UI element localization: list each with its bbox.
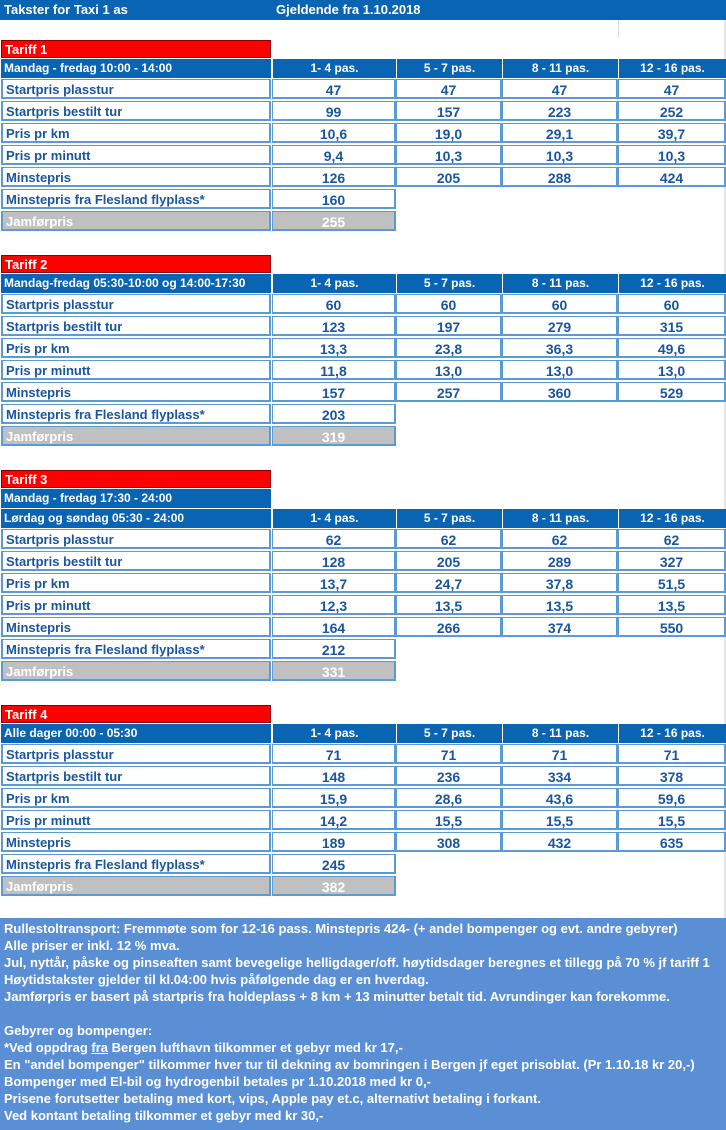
compare-value: 319 (272, 426, 396, 446)
price-cell: 47 (272, 79, 396, 99)
price-cell: 13,5 (396, 595, 502, 615)
price-cell: 13,0 (396, 360, 502, 380)
price-cell: 205 (396, 167, 502, 187)
tariff-label: Tariff 1 (1, 40, 271, 58)
price-cell: 60 (618, 294, 726, 314)
tariff-period: Mandag - fredag 10:00 - 14:00 (1, 59, 271, 78)
column-header: 1- 4 pas. (272, 274, 396, 293)
price-cell: 99 (272, 101, 396, 121)
row-label: Minstepris (1, 617, 271, 637)
page-title: Takster for Taxi 1 as (4, 2, 128, 17)
row-label: Pris pr minutt (1, 595, 271, 615)
row-label: Startpris bestilt tur (1, 766, 271, 786)
note-line: Ved kontant betaling tilkommer et gebyr med kr 30,- (4, 1108, 324, 1123)
note-line: Alle priser er inkl. 12 % mva. (4, 938, 180, 953)
price-cell: 43,6 (502, 788, 618, 808)
column-header: 8 - 11 pas. (502, 59, 618, 78)
price-cell: 62 (396, 529, 502, 549)
notes-panel (0, 918, 726, 1130)
row-label: Minstepris fra Flesland flyplass* (1, 189, 271, 209)
price-cell: 424 (618, 167, 726, 187)
price-cell: 189 (272, 832, 396, 852)
column-header: 12 - 16 pas. (618, 724, 726, 743)
price-cell: 378 (618, 766, 726, 786)
price-cell: 157 (396, 101, 502, 121)
price-cell: 15,5 (396, 810, 502, 830)
price-cell: 245 (272, 854, 396, 874)
note-line-fee (4, 1040, 403, 1055)
price-cell: 123 (272, 316, 396, 336)
column-header: 1- 4 pas. (272, 59, 396, 78)
price-cell: 10,6 (272, 123, 396, 143)
price-cell: 28,6 (396, 788, 502, 808)
row-label: Pris pr minutt (1, 810, 271, 830)
price-cell: 15,5 (502, 810, 618, 830)
note-line: Jamførpris er basert på startpris fra holdeplass + 8 km + 13 minutter betalt tid. Avrundinger kan forekomme. (4, 989, 670, 1004)
column-header: 5 - 7 pas. (396, 59, 502, 78)
note-line: Høytidstakster gjelder til kl.04:00 hvis påfølgende dag er en hverdag. (4, 972, 429, 987)
price-cell: 62 (502, 529, 618, 549)
column-header: 8 - 11 pas. (502, 724, 618, 743)
column-header: 5 - 7 pas. (396, 724, 502, 743)
row-label: Minstepris fra Flesland flyplass* (1, 404, 271, 424)
price-cell: 205 (396, 551, 502, 571)
price-cell: 10,3 (396, 145, 502, 165)
row-label: Startpris bestilt tur (1, 101, 271, 121)
price-cell: 47 (502, 79, 618, 99)
note-line: Bompenger med El-bil og hydrogenbil betales pr 1.10.2018 med kr 0,- (4, 1074, 431, 1089)
price-cell: 236 (396, 766, 502, 786)
tariff-label: Tariff 2 (1, 255, 271, 273)
note-heading: Gebyrer og bompenger: (4, 1023, 153, 1038)
row-label: Startpris bestilt tur (1, 551, 271, 571)
price-cell: 24,7 (396, 573, 502, 593)
price-cell: 635 (618, 832, 726, 852)
price-cell: 10,3 (618, 145, 726, 165)
price-cell: 13,7 (272, 573, 396, 593)
price-cell: 432 (502, 832, 618, 852)
column-header: 8 - 11 pas. (502, 274, 618, 293)
price-cell: 374 (502, 617, 618, 637)
column-header: 1- 4 pas. (272, 724, 396, 743)
tariff-period: Lørdag og søndag 05:30 - 24:00 (1, 509, 271, 528)
page-header (0, 0, 726, 20)
compare-label: Jamførpris (1, 211, 271, 231)
tariff-period: Mandag-fredag 05:30-10:00 og 14:00-17:30 (1, 274, 271, 293)
price-cell: 308 (396, 832, 502, 852)
price-cell: 19,0 (396, 123, 502, 143)
row-label: Pris pr minutt (1, 360, 271, 380)
row-label: Minstepris fra Flesland flyplass* (1, 639, 271, 659)
price-cell: 126 (272, 167, 396, 187)
price-cell: 15,5 (618, 810, 726, 830)
price-cell: 550 (618, 617, 726, 637)
note-line: En "andel bompenger" tilkommer hver tur til dekning av bomringen i Bergen jf eget prisoblat. (Pr 1.10.18 kr 20,-) (4, 1057, 695, 1072)
price-cell: 59,6 (618, 788, 726, 808)
price-cell: 47 (396, 79, 502, 99)
price-cell: 62 (618, 529, 726, 549)
column-header: 1- 4 pas. (272, 509, 396, 528)
valid-from: Gjeldende fra 1.10.2018 (276, 2, 421, 17)
row-label: Startpris plasstur (1, 744, 271, 764)
row-label: Startpris plasstur (1, 529, 271, 549)
price-cell: 71 (272, 744, 396, 764)
note-line: Rullestoltransport: Fremmøte som for 12-16 pass. Minstepris 424- (+ andel bompenger og evt. andre gebyrer) (4, 921, 678, 936)
price-cell: 289 (502, 551, 618, 571)
row-label: Minstepris (1, 382, 271, 402)
price-cell: 71 (502, 744, 618, 764)
tariff-label: Tariff 3 (1, 470, 271, 488)
note-line: Prisene forutsetter betaling med kort, vips, Apple pay et.c, alternativt betaling i forkant. (4, 1091, 541, 1106)
fee-underlined: fra (91, 1040, 109, 1055)
price-cell: 257 (396, 382, 502, 402)
compare-label: Jamførpris (1, 426, 271, 446)
row-label: Pris pr km (1, 573, 271, 593)
column-header: 12 - 16 pas. (618, 274, 726, 293)
column-header: 5 - 7 pas. (396, 274, 502, 293)
price-cell: 13,5 (618, 595, 726, 615)
tariff-label: Tariff 4 (1, 705, 271, 723)
row-label: Minstepris (1, 167, 271, 187)
price-cell: 13,3 (272, 338, 396, 358)
row-label: Startpris plasstur (1, 294, 271, 314)
price-cell: 29,1 (502, 123, 618, 143)
row-label: Startpris bestilt tur (1, 316, 271, 336)
row-label: Pris pr km (1, 338, 271, 358)
price-cell: 148 (272, 766, 396, 786)
price-cell: 266 (396, 617, 502, 637)
price-cell: 62 (272, 529, 396, 549)
price-cell: 47 (618, 79, 726, 99)
row-label: Pris pr km (1, 788, 271, 808)
grid-line (618, 20, 619, 38)
compare-value: 255 (272, 211, 396, 231)
note-line: Jul, nyttår, påske og pinseaften samt bevegelige helligdager/off. høytidsdager beregnes et tillegg på 70 % jf tariff 1 (4, 955, 710, 970)
price-cell: 14,2 (272, 810, 396, 830)
compare-label: Jamførpris (1, 661, 271, 681)
price-cell: 334 (502, 766, 618, 786)
compare-value: 382 (272, 876, 396, 896)
row-label: Minstepris fra Flesland flyplass* (1, 854, 271, 874)
price-cell: 13,0 (618, 360, 726, 380)
price-cell: 71 (618, 744, 726, 764)
tariff-period: Mandag - fredag 17:30 - 24:00 (1, 489, 271, 508)
row-label: Startpris plasstur (1, 79, 271, 99)
price-cell: 128 (272, 551, 396, 571)
price-cell: 60 (502, 294, 618, 314)
price-cell: 315 (618, 316, 726, 336)
price-cell: 212 (272, 639, 396, 659)
row-label: Pris pr km (1, 123, 271, 143)
price-cell: 252 (618, 101, 726, 121)
price-cell: 36,3 (502, 338, 618, 358)
price-cell: 71 (396, 744, 502, 764)
price-cell: 13,5 (502, 595, 618, 615)
column-header: 12 - 16 pas. (618, 59, 726, 78)
price-cell: 13,0 (502, 360, 618, 380)
column-header: 8 - 11 pas. (502, 509, 618, 528)
price-cell: 197 (396, 316, 502, 336)
price-cell: 60 (272, 294, 396, 314)
price-cell: 51,5 (618, 573, 726, 593)
price-cell: 60 (396, 294, 502, 314)
price-cell: 160 (272, 189, 396, 209)
price-cell: 23,8 (396, 338, 502, 358)
price-cell: 157 (272, 382, 396, 402)
price-cell: 360 (502, 382, 618, 402)
column-header: 5 - 7 pas. (396, 509, 502, 528)
tariff-period: Alle dager 00:00 - 05:30 (1, 724, 271, 743)
price-cell: 279 (502, 316, 618, 336)
column-header: 12 - 16 pas. (618, 509, 726, 528)
compare-label: Jamførpris (1, 876, 271, 896)
price-cell: 12,3 (272, 595, 396, 615)
price-cell: 288 (502, 167, 618, 187)
price-cell: 49,6 (618, 338, 726, 358)
compare-value: 331 (272, 661, 396, 681)
price-cell: 15,9 (272, 788, 396, 808)
price-cell: 39,7 (618, 123, 726, 143)
row-label: Minstepris (1, 832, 271, 852)
price-cell: 10,3 (502, 145, 618, 165)
price-cell: 327 (618, 551, 726, 571)
price-cell: 223 (502, 101, 618, 121)
price-cell: 37,8 (502, 573, 618, 593)
price-cell: 9,4 (272, 145, 396, 165)
fee-prefix: *Ved oppdrag (4, 1040, 92, 1055)
price-cell: 529 (618, 382, 726, 402)
row-label: Pris pr minutt (1, 145, 271, 165)
fee-suffix: Bergen lufthavn tilkommer et gebyr med kr 17,- (108, 1040, 403, 1055)
price-cell: 203 (272, 404, 396, 424)
price-cell: 11,8 (272, 360, 396, 380)
price-cell: 164 (272, 617, 396, 637)
